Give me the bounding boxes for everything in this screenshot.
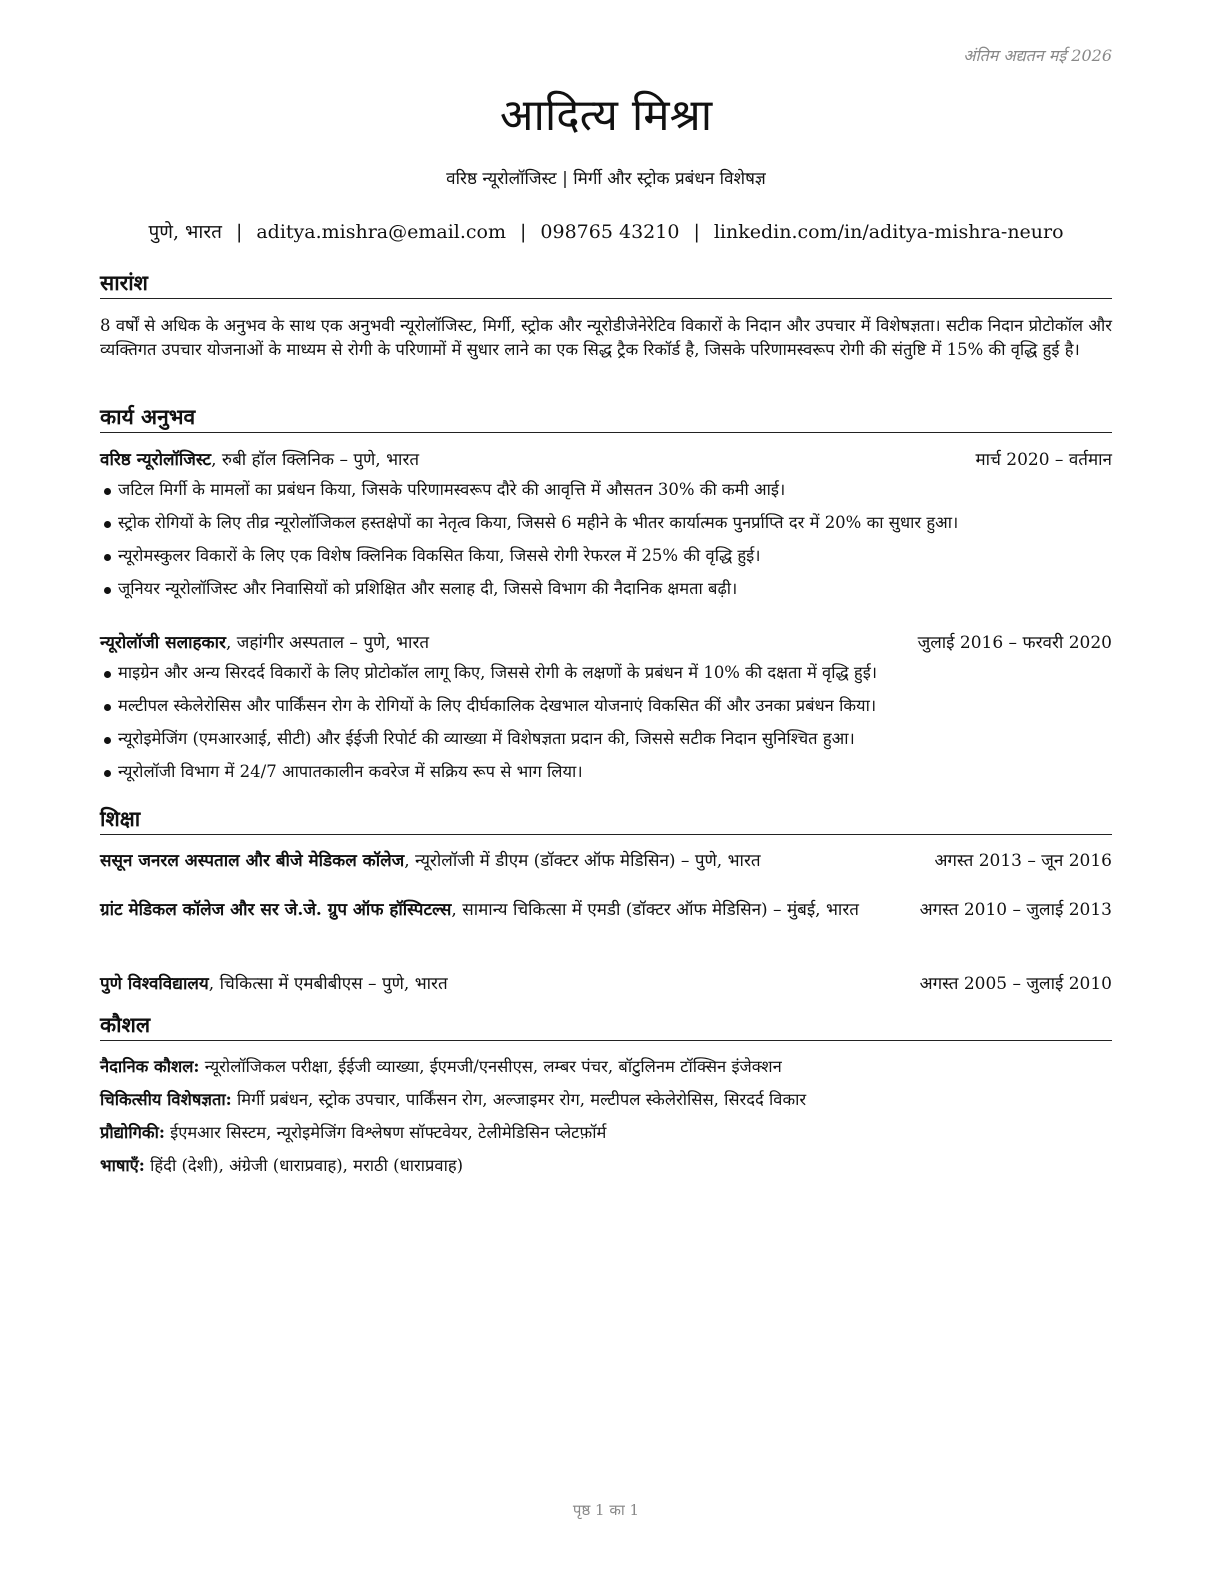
list-item: जटिल मिर्गी के मामलों का प्रबंधन किया, जिसके परिणामस्वरूप दौरे की आवृत्ति में औसतन 30% की कमी आई।	[100, 478, 1112, 511]
list-item: माइग्रेन और अन्य सिरदर्द विकारों के लिए प्रोटोकॉल लागू किए, जिससे रोगी के लक्षणों के प्रबंधन में 10% की दक्षता में वृद्धि हुई।	[100, 661, 1112, 694]
job-dates: मार्च 2020 – वर्तमान	[975, 450, 1112, 470]
contact-line	[100, 218, 1112, 244]
tagline: वरिष्ठ न्यूरोलॉजिस्ट | मिर्गी और स्ट्रोक प्रबंधन विशेषज्ञ	[446, 169, 766, 189]
skill-row	[100, 1088, 1112, 1112]
education-item	[100, 849, 1112, 873]
education-dates: अगस्त 2005 – जुलाई 2010	[919, 974, 1112, 994]
separator: |	[520, 221, 527, 243]
education-item	[100, 972, 1112, 996]
job-bullets	[100, 478, 1112, 610]
list-item: न्यूरोइमेजिंग (एमआरआई, सीटी) और ईईजी रिपोर्ट की व्याख्या में विशेषज्ञता प्रदान की, जिससे सटीक निदान सुनिश्चित हुआ।	[100, 727, 1112, 760]
education-dates: अगस्त 2013 – जून 2016	[934, 851, 1112, 871]
skill-row	[100, 1154, 1112, 1178]
contact-phone: 098765 43210	[540, 221, 680, 243]
contact-location: पुणे, भारत	[148, 221, 222, 243]
page-number: पृष्ठ 1 का 1	[572, 1501, 640, 1519]
degree-detail: , सामान्य चिकित्सा में एमडी (डॉक्टर ऑफ मेडिसिन) – मुंबई, भारत	[451, 900, 859, 920]
separator: |	[693, 221, 700, 243]
skill-label: चिकित्सीय विशेषज्ञता:	[100, 1090, 232, 1109]
job-header	[100, 631, 1112, 655]
job-org: , रुबी हॉल क्लिनिक – पुणे, भारत	[211, 450, 420, 470]
section-heading-summary: सारांश	[100, 270, 1112, 299]
page-title: आदित्य मिश्रा	[499, 90, 713, 141]
skill-label: प्रौद्योगिकी:	[100, 1123, 165, 1142]
list-item: जूनियर न्यूरोलॉजिस्ट और निवासियों को प्रशिक्षित और सलाह दी, जिससे विभाग की नैदानिक क्षमता बढ़ी।	[100, 577, 1112, 610]
education-dates: अगस्त 2010 – जुलाई 2013	[919, 900, 1112, 920]
section-heading-education: शिक्षा	[100, 806, 1112, 835]
degree-detail: , न्यूरोलॉजी में डीएम (डॉक्टर ऑफ मेडिसिन) – पुणे, भारत	[404, 851, 761, 871]
education-item	[100, 898, 1112, 922]
job-title: न्यूरोलॉजी सलाहकार	[100, 633, 226, 653]
list-item: न्यूरोलॉजी विभाग में 24/7 आपातकालीन कवरेज में सक्रिय रूप से भाग लिया।	[100, 760, 1112, 793]
list-item: स्ट्रोक रोगियों के लिए तीव्र न्यूरोलॉजिकल हस्तक्षेपों का नेतृत्व किया, जिससे 6 महीने के भीतर कार्यात्मक पुनर्प्राप्ति दर में 20% का सुधार हुआ।	[100, 511, 1112, 544]
list-item: मल्टीपल स्केलेरोसिस और पार्किंसन रोग के रोगियों के लिए दीर्घकालिक देखभाल योजनाएं विकसित कीं और उनका प्रबंधन किया।	[100, 694, 1112, 727]
job-org: , जहांगीर अस्पताल – पुणे, भारत	[225, 633, 430, 653]
job-bullets	[100, 661, 1112, 793]
school-name: ससून जनरल अस्पताल और बीजे मेडिकल कॉलेज	[100, 851, 405, 871]
contact-linkedin[interactable]: linkedin.com/in/aditya-mishra-neuro	[713, 221, 1064, 243]
job-dates: जुलाई 2016 – फरवरी 2020	[917, 633, 1112, 653]
section-heading-experience: कार्य अनुभव	[100, 404, 1112, 433]
degree-detail: , चिकित्सा में एमबीबीएस – पुणे, भारत	[208, 974, 448, 994]
skill-value: न्यूरोलॉजिकल परीक्षा, ईईजी व्याख्या, ईएमजी/एनसीएस, लम्बर पंचर, बॉटुलिनम टॉक्सिन इंजेक्शन	[199, 1057, 782, 1076]
separator: |	[235, 221, 243, 243]
summary-text: 8 वर्षों से अधिक के अनुभव के साथ एक अनुभवी न्यूरोलॉजिस्ट, मिर्गी, स्ट्रोक और न्यूरोडीजेनेरेटिव विकारों के निदान और उपचार में विशेषज्ञता। सटीक निदान प्रोटोकॉल और व्यक्तिगत उपचार योजनाओं के माध्यम से रोगी के परिणामों में सुधार लाने का एक सिद्ध ट्रैक रिकॉर्ड है, जिसके परिणामस्वरूप रोगी की संतुष्टि में 15% की वृद्धि हुई है।	[100, 316, 1112, 359]
school-name: ग्रांट मेडिकल कॉलेज और सर जे.जे. ग्रुप ऑफ हॉस्पिटल्स	[100, 900, 452, 920]
job-header	[100, 448, 1112, 472]
skill-value: हिंदी (देशी), अंग्रेजी (धाराप्रवाह), मराठी (धाराप्रवाह)	[144, 1156, 464, 1175]
section-heading-skills: कौशल	[100, 1012, 1112, 1041]
school-name: पुणे विश्वविद्यालय	[100, 974, 209, 994]
skill-row	[100, 1121, 1112, 1145]
skill-label: नैदानिक कौशल:	[100, 1057, 200, 1076]
last-updated: अंतिम अद्यतन मई 2026	[963, 46, 1112, 65]
contact-email[interactable]: aditya.mishra@email.com	[256, 221, 507, 243]
resume-page	[100, 0, 1112, 1584]
skill-value: मिर्गी प्रबंधन, स्ट्रोक उपचार, पार्किंसन रोग, अल्जाइमर रोग, मल्टीपल स्केलेरोसिस, सिरदर्द विकार	[231, 1090, 807, 1109]
list-item: न्यूरोमस्कुलर विकारों के लिए एक विशेष क्लिनिक विकसित किया, जिससे रोगी रेफरल में 25% की वृद्धि हुई।	[100, 544, 1112, 577]
skill-row	[100, 1055, 1112, 1079]
skill-label: भाषाएँ:	[100, 1156, 145, 1175]
skill-value: ईएमआर सिस्टम, न्यूरोइमेजिंग विश्लेषण सॉफ्टवेयर, टेलीमेडिसिन प्लेटफ़ॉर्म	[164, 1123, 607, 1142]
job-title: वरिष्ठ न्यूरोलॉजिस्ट	[100, 450, 212, 470]
